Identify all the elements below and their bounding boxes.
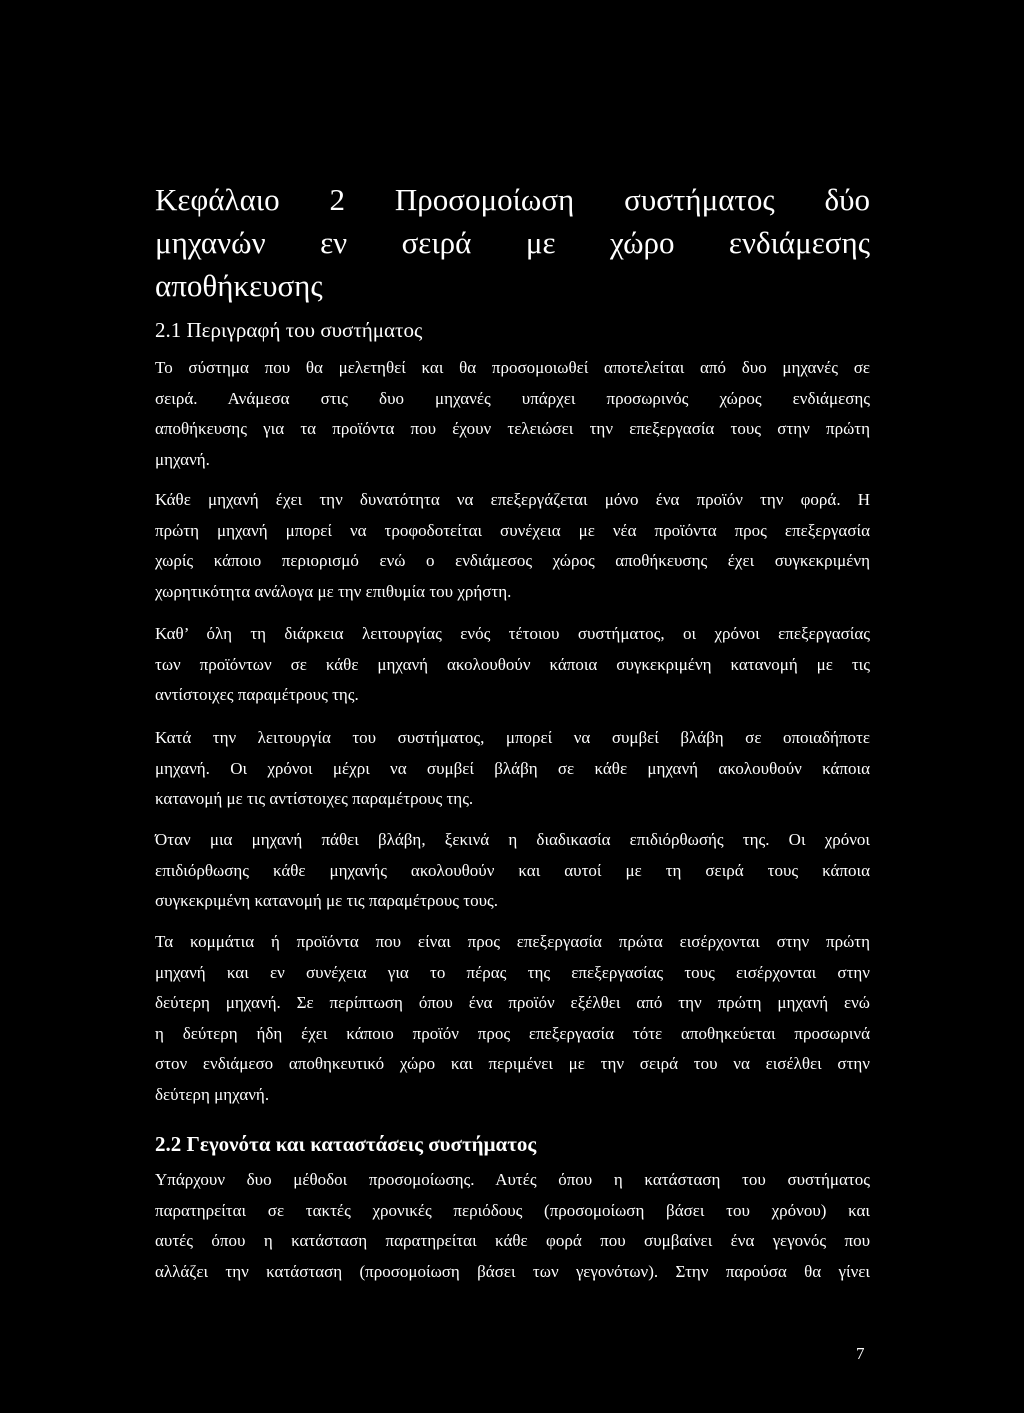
paragraph-line: συγκεκριμένη κατανομή με τις παραμέτρους τους. <box>155 891 498 910</box>
paragraph <box>155 619 870 711</box>
paragraph-line: των προϊόντων σε κάθε μηχανή ακολουθούν κάποια συγκεκριμένη κατανομή με τις <box>155 654 870 674</box>
paragraph <box>155 485 870 607</box>
chapter-title-line: Κεφάλαιο 2 Προσομοίωση συστήματος δύο <box>155 182 870 217</box>
paragraph-line: δεύτερη μηχανή. Σε περίπτωση όπου ένα προϊόν εξέλθει από την πρώτη μηχανή ενώ <box>155 993 870 1012</box>
paragraph-line: χωρίς κάποιο περιορισμό ενώ ο ενδιάμεσος χώρος αποθήκευσης έχει συγκεκριμένη <box>155 551 870 570</box>
paragraph-line: Κατά την λειτουργία του συστήματος, μπορεί να συμβεί βλάβη σε οποιαδήποτε <box>155 728 870 747</box>
page-number: 7 <box>856 1344 865 1363</box>
paragraph-line: κατανομή με τις αντίστοιχες παραμέτρους της. <box>155 789 474 808</box>
paragraph-line: Υπάρχουν δυο μέθοδοι προσομοίωσης. Αυτές όπου η κατάσταση του συστήματος <box>155 1170 870 1189</box>
paragraph-line: μηχανή. <box>155 449 210 469</box>
section-heading-description: 2.1 Περιγραφή του συστήματος <box>155 318 423 342</box>
paragraph-line: μηχανή. Οι χρόνοι μέχρι να συμβεί βλάβη σε κάθε μηχανή ακολουθούν κάποια <box>155 758 870 778</box>
paragraph-line: πρώτη μηχανή μπορεί να τροφοδοτείται συνέχεια με νέα προϊόντα προς επεξεργασία <box>155 520 870 540</box>
paragraph-line: η δεύτερη ήδη έχει κάποιο προϊόν προς επεξεργασία τότε αποθηκεύεται προσωρινά <box>155 1023 870 1043</box>
paragraph-line: Τα κομμάτια ή προϊόντα που είναι προς επεξεργασία πρώτα εισέρχονται στην πρώτη <box>155 932 870 951</box>
section-heading-events: 2.2 Γεγονότα και καταστάσεις συστήματος <box>155 1132 537 1156</box>
paragraph <box>155 723 870 815</box>
paragraph <box>155 825 870 917</box>
paragraph-line: επιδιόρθωσης κάθε μηχανής ακολουθούν και αυτοί με τη σειρά τους κάποια <box>155 860 870 880</box>
paragraph-line: Όταν μια μηχανή πάθει βλάβη, ξεκινά η διαδικασία επιδιόρθωσής της. Οι χρόνοι <box>155 830 870 849</box>
paragraph-line: Καθ’ όλη τη διάρκεια λειτουργίας ενός τέτοιου συστήματος, οι χρόνοι επεξεργασίας <box>155 624 870 643</box>
paragraph-line: αποθήκευσης για τα προϊόντα που έχουν τελειώσει την επεξεργασία τους στην πρώτη <box>155 419 870 438</box>
paragraph <box>155 353 870 475</box>
chapter-title-line: αποθήκευσης <box>155 268 323 303</box>
paragraph-line: χωρητικότητα ανάλογα με την επιθυμία του χρήστη. <box>155 581 512 601</box>
paragraph-line: παρατηρείται σε τακτές χρονικές περιόδους (προσομοίωση βάσει του χρόνου) και <box>155 1200 870 1220</box>
paragraph <box>155 927 870 1110</box>
chapter-title-line: μηχανών εν σειρά με χώρο ενδιάμεσης <box>155 225 870 260</box>
paragraph-line: Το σύστημα που θα μελετηθεί και θα προσομοιωθεί αποτελείται από δυο μηχανές σε <box>155 358 870 377</box>
paragraph-line: δεύτερη μηχανή. <box>155 1084 270 1104</box>
chapter-title <box>155 178 870 307</box>
paragraph-line: αντίστοιχες παραμέτρους της. <box>155 685 359 704</box>
paragraph <box>155 1165 870 1287</box>
paragraph-line: σειρά. Ανάμεσα στις δυο μηχανές υπάρχει προσωρινός χώρος ενδιάμεσης <box>155 388 870 408</box>
paragraph-line: Κάθε μηχανή έχει την δυνατότητα να επεξεργάζεται μόνο ένα προϊόν την φορά. Η <box>155 490 870 509</box>
paragraph-line: αυτές όπου η κατάσταση παρατηρείται κάθε φορά που συμβαίνει ένα γεγονός που <box>155 1231 870 1250</box>
paragraph-line: στον ενδιάμεσο αποθηκευτικό χώρο και περιμένει με την σειρά του να εισέλθει στην <box>155 1054 870 1073</box>
paragraph-line: αλλάζει την κατάσταση (προσομοίωση βάσει των γεγονότων). Στην παρούσα θα γίνει <box>155 1261 870 1281</box>
paragraph-line: μηχανή και εν συνέχεια για το πέρας της επεξεργασίας τους εισέρχονται στην <box>155 962 870 982</box>
